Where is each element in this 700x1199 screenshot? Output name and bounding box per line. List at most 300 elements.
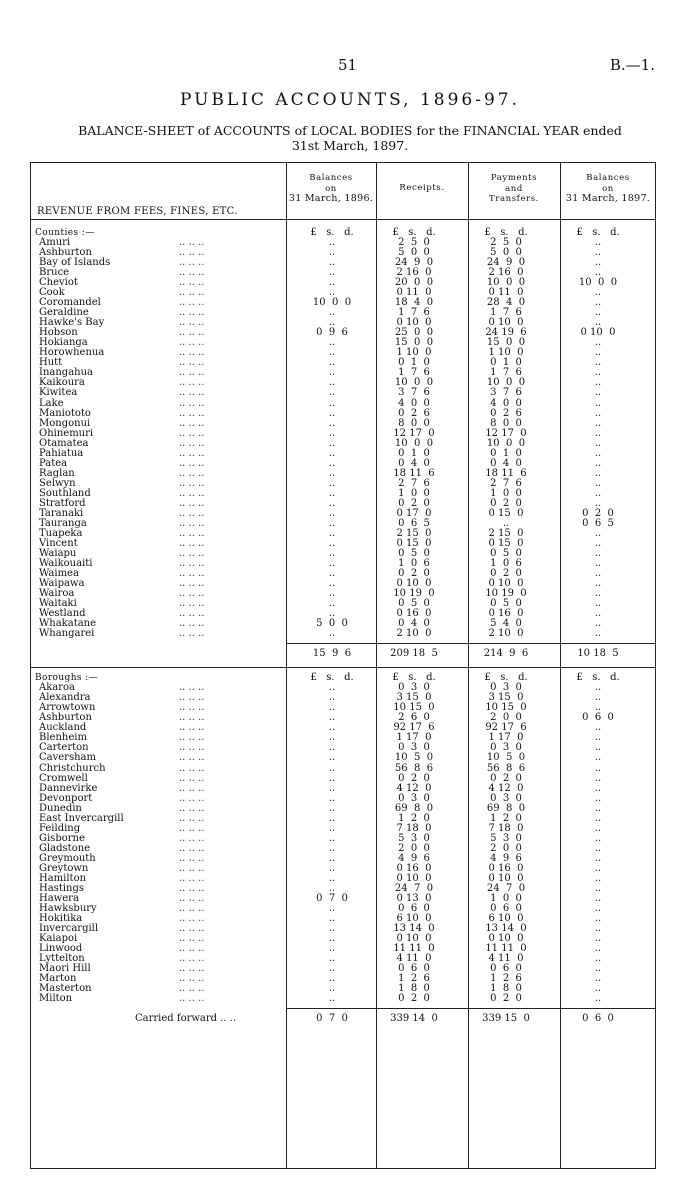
amount-cell: .. [594,742,602,754]
table-row [31,419,655,429]
amount-cell: 0 2 0 [398,497,430,509]
table-row [31,733,655,743]
local-body-name: Lyttelton [39,953,85,965]
table-row [31,753,655,763]
amount-cell: .. [328,578,336,590]
table-row [31,794,655,804]
amount-cell: 24 7 0 [486,882,526,894]
leader-dots: .. .. .. [179,762,205,774]
local-body-name: Linwood [39,943,83,955]
local-body-name: Cheviot [39,277,78,289]
amount-cell: .. [594,722,602,734]
amount-cell: 0 10 0 [396,317,432,329]
amount-cell: .. [328,267,336,279]
amount-cell: 1 10 0 [488,347,524,359]
amount-cell: 0 2 0 [398,568,430,580]
amount-cell: .. [594,702,602,714]
amount-cell: .. [594,993,602,1005]
local-body-name: Vincent [39,537,78,549]
amount-cell: .. [594,973,602,985]
amount-cell: 1 0 0 [490,892,522,904]
amount-cell: 0 6 0 [490,902,522,914]
currency-units: £ s. d. [484,227,528,238]
amount-cell: 24 19 6 [485,327,527,339]
amount-cell: .. [594,598,602,610]
leader-dots: .. .. .. [179,517,205,529]
amount-cell: .. [328,337,336,349]
table-row [31,984,655,994]
amount-cell: .. [328,772,336,784]
leader-dots: .. .. .. [179,237,205,249]
amount-cell: .. [328,598,336,610]
table-row [31,459,655,469]
table-row [31,964,655,974]
amount-cell: 0 10 0 [396,933,432,944]
local-body-name: Cromwell [39,772,88,784]
local-body-name: Whangarei [39,628,95,640]
amount-cell: 69 8 0 [394,802,434,814]
amount-cell: 5 0 0 [316,618,348,630]
amount-cell: .. [328,457,336,469]
amount-cell: .. [594,802,602,814]
total-rule [286,1008,655,1009]
amount-cell: 18 4 0 [394,297,434,309]
table-row [31,764,655,774]
amount-cell: .. [594,692,602,704]
amount-cell: 92 17 6 [393,722,435,734]
leader-dots: .. .. .. [179,963,205,975]
total-cell: 339 15 0 [482,1013,530,1025]
table-row [31,723,655,733]
amount-cell: 0 10 0 [396,578,432,590]
total-cell: 0 7 0 [316,1013,348,1025]
amount-cell: .. [328,608,336,620]
local-body-name: Bruce [39,267,70,279]
amount-cell: 1 10 0 [396,347,432,359]
local-body-name: Selwyn [39,477,76,489]
amount-cell: 0 3 0 [398,682,430,694]
amount-cell: 4 0 0 [490,397,522,409]
header-rule [31,219,655,220]
table-row [31,914,655,924]
local-body-name: Caversham [39,752,96,764]
leader-dots: .. .. .. [179,842,205,854]
table-row [31,834,655,844]
local-body-name: Christchurch [39,762,106,774]
amount-cell: .. [594,557,602,569]
section-heading: Counties :— [35,228,95,238]
amount-cell: 1 7 6 [490,307,522,319]
leader-dots: .. .. .. [179,417,205,429]
amount-cell: .. [594,568,602,580]
column-header-balances-1897: Balances on 31 March, 1897. [565,173,651,204]
amount-cell: 0 16 0 [488,608,524,620]
table-row [31,248,655,258]
local-body-name: Westland [39,608,86,620]
local-body-name: Otamatea [39,437,89,449]
leader-dots: .. .. .. [179,507,205,519]
table-row [31,619,655,629]
amount-cell: 0 10 0 [580,327,616,339]
local-body-name: Pahiatua [39,447,84,459]
table-row [31,328,655,338]
amount-cell: .. [328,537,336,549]
table-row [31,629,655,639]
amount-cell: 0 4 0 [398,457,430,469]
carried-forward-label: Carried forward .. .. [135,1013,237,1025]
amount-cell: 0 10 0 [396,872,432,884]
amount-cell: 0 2 6 [490,407,522,419]
amount-cell: 2 7 6 [490,477,522,489]
local-body-name: Lake [39,397,64,409]
amount-cell: .. [594,682,602,694]
table-row [31,439,655,449]
local-body-name: Geraldine [39,307,89,319]
amount-cell: .. [594,357,602,369]
table-row [31,774,655,784]
column-header-receipts: Receipts. [399,183,445,193]
amount-cell: 12 17 0 [485,427,527,439]
local-body-name: Carterton [39,742,89,754]
amount-cell: 0 1 0 [490,357,522,369]
local-body-name: Coromandel [39,297,101,309]
amount-cell: .. [328,902,336,914]
leader-dots: .. .. .. [179,902,205,914]
local-body-name: Amuri [39,237,71,249]
table-row [31,479,655,489]
amount-cell: 1 0 0 [490,487,522,499]
amount-cell: .. [328,872,336,884]
amount-cell: 1 7 6 [398,367,430,379]
local-body-name: Blenheim [39,732,87,744]
amount-cell: .. [328,257,336,269]
document-code: B.—1. [609,56,655,74]
amount-cell: 3 15 0 [488,692,524,704]
amount-cell: .. [594,407,602,419]
amount-cell: 10 15 0 [393,702,435,714]
amount-cell: 25 0 0 [394,327,434,339]
local-body-name: Whakatane [39,618,97,630]
amount-cell: .. [328,527,336,539]
local-body-name: Horowhenua [39,347,105,359]
amount-cell: .. [594,257,602,269]
amount-cell: 0 5 0 [490,598,522,610]
table-row [31,743,655,753]
subtitle-line-1: BALANCE-SHEET of ACCOUNTS of LOCAL BODIES for the FINANCIAL YEAR ended [78,123,622,138]
amount-cell: .. [328,963,336,975]
amount-cell: .. [328,357,336,369]
leader-dots: .. .. .. [179,457,205,469]
amount-cell: .. [594,922,602,934]
amount-cell: .. [594,732,602,744]
amount-cell: .. [328,307,336,319]
amount-cell: .. [328,317,336,329]
currency-units: £ s. d. [310,227,354,238]
amount-cell: 20 0 0 [394,277,434,289]
leader-dots: .. .. .. [179,742,205,754]
amount-cell: 0 4 0 [490,457,522,469]
table-row [31,368,655,378]
amount-cell: .. [328,497,336,509]
amount-cell: .. [594,337,602,349]
table-row [31,348,655,358]
amount-cell: 0 15 0 [488,537,524,549]
leader-dots: .. .. .. [179,752,205,764]
amount-cell: 0 2 6 [398,407,430,419]
amount-cell: .. [328,568,336,580]
local-body-name: Hutt [39,357,63,369]
amount-cell: 2 16 0 [396,267,432,279]
table-row [31,539,655,549]
table-row [31,924,655,934]
amount-cell: .. [328,427,336,439]
leader-dots: .. .. .. [179,247,205,259]
amount-cell: 18 11 6 [485,467,527,479]
table-row [31,874,655,884]
amount-cell: 5 0 0 [398,247,430,259]
leader-dots: .. .. .. [179,537,205,549]
amount-cell: .. [328,792,336,804]
leader-dots: .. .. .. [179,933,205,944]
table-row [31,569,655,579]
table-row [31,519,655,529]
local-body-name: Mongonui [39,417,91,429]
amount-cell: 0 4 0 [398,618,430,630]
local-body-name: East Invercargill [39,812,124,824]
amount-cell: .. [328,752,336,764]
local-body-name: Tuapeka [39,527,83,539]
amount-cell: .. [328,832,336,844]
amount-cell: .. [328,237,336,249]
table-row [31,944,655,954]
leader-dots: .. .. .. [179,598,205,610]
amount-cell: .. [328,447,336,459]
balance-sheet-table [30,162,656,1169]
amount-cell: .. [328,367,336,379]
amount-cell: 12 17 0 [393,427,435,439]
amount-cell: .. [328,517,336,529]
amount-cell: .. [328,682,336,694]
amount-cell: .. [594,608,602,620]
amount-cell: 1 8 0 [398,983,430,995]
table-row [31,934,655,944]
amount-cell: 10 0 0 [486,277,526,289]
amount-cell: .. [594,588,602,600]
local-body-name: Hobson [39,327,78,339]
amount-cell: 6 10 0 [396,912,432,924]
table-row [31,449,655,459]
table-row [31,509,655,519]
leader-dots: .. .. .. [179,277,205,289]
amount-cell: 0 1 0 [398,447,430,459]
total-cell: 0 6 0 [582,1013,614,1025]
amount-cell: .. [594,953,602,965]
amount-cell: 2 15 0 [396,527,432,539]
table-row [31,974,655,984]
local-body-name: Alexandra [39,692,91,704]
amount-cell: .. [328,557,336,569]
leader-dots: .. .. .. [179,882,205,894]
amount-cell: .. [328,973,336,985]
leader-dots: .. .. .. [179,437,205,449]
amount-cell: 1 2 6 [398,973,430,985]
leader-dots: .. .. .. [179,973,205,985]
amount-cell: 0 6 0 [490,963,522,975]
table-row [31,429,655,439]
amount-cell: 0 9 6 [316,327,348,339]
leader-dots: .. .. .. [179,447,205,459]
amount-cell: .. [594,963,602,975]
local-body-name: Maniototo [39,407,91,419]
leader-dots: .. .. .. [179,692,205,704]
amount-cell: .. [594,762,602,774]
amount-cell: 0 16 0 [396,608,432,620]
amount-cell: 2 5 0 [398,237,430,249]
table-row [31,409,655,419]
table-row [31,579,655,589]
local-body-name: Southland [39,487,91,499]
amount-cell: 4 12 0 [488,782,524,794]
amount-cell: 10 0 0 [312,297,352,309]
amount-cell: .. [328,983,336,995]
local-body-name: Inangahua [39,367,93,379]
local-body-name: Feilding [39,822,81,834]
amount-cell: 2 16 0 [488,267,524,279]
amount-cell: 0 10 0 [488,317,524,329]
amount-cell: .. [328,588,336,600]
leader-dots: .. .. .. [179,953,205,965]
amount-cell: .. [594,782,602,794]
local-body-name: Wairoa [39,588,75,600]
table-row [31,388,655,398]
amount-cell: .. [594,892,602,904]
local-body-name: Kaikoura [39,377,85,389]
amount-cell: 4 11 0 [396,953,432,965]
amount-cell: .. [328,397,336,409]
local-body-name: Auckland [39,722,87,734]
amount-cell: 5 3 0 [490,832,522,844]
amount-cell: .. [594,628,602,640]
amount-cell: .. [594,377,602,389]
amount-cell: 2 10 0 [488,628,524,640]
amount-cell: .. [328,377,336,389]
amount-cell: 92 17 6 [485,722,527,734]
amount-cell: .. [328,628,336,640]
leader-dots: .. .. .. [179,377,205,389]
leader-dots: .. .. .. [179,628,205,640]
leader-dots: .. .. .. [179,712,205,724]
amount-cell: 15 0 0 [394,337,434,349]
leader-dots: .. .. .. [179,497,205,509]
table-row [31,549,655,559]
local-body-name: Hawera [39,892,79,904]
table-row [31,954,655,964]
amount-cell: .. [594,367,602,379]
amount-cell: 0 6 0 [398,902,430,914]
total-rule [286,643,655,644]
amount-cell: 2 7 6 [398,477,430,489]
amount-cell: 0 1 0 [398,357,430,369]
local-body-name: Stratford [39,497,86,509]
amount-cell: .. [328,782,336,794]
amount-cell: .. [594,387,602,399]
leader-dots: .. .. .. [179,407,205,419]
local-body-name: Kaiapoi [39,933,78,944]
amount-cell: .. [594,792,602,804]
amount-cell: 10 0 0 [394,377,434,389]
table-row [31,469,655,479]
amount-cell: 7 18 0 [488,822,524,834]
amount-cell: .. [594,457,602,469]
amount-cell: .. [594,527,602,539]
local-body-name: Hamilton [39,872,87,884]
amount-cell: .. [328,437,336,449]
table-row [31,298,655,308]
total-cell: 10 18 5 [577,648,619,660]
currency-units: £ s. d. [484,672,528,684]
currency-units: £ s. d. [576,672,620,684]
local-body-name: Gisborne [39,832,85,844]
amount-cell: 0 3 0 [398,792,430,804]
leader-dots: .. .. .. [179,547,205,559]
amount-cell: 0 2 0 [582,507,614,519]
amount-cell: 0 6 5 [582,517,614,529]
amount-cell: .. [328,277,336,289]
amount-cell: 3 15 0 [396,692,432,704]
leader-dots: .. .. .. [179,257,205,269]
leader-dots: .. .. .. [179,307,205,319]
leader-dots: .. .. .. [179,397,205,409]
amount-cell: .. [328,993,336,1005]
local-body-name: Akaroa [39,682,76,694]
local-body-name: Ohinemuri [39,427,94,439]
amount-cell: .. [328,387,336,399]
table-row [31,489,655,499]
local-body-name: Ashburton [39,247,92,259]
page-number: 51 [338,56,358,74]
amount-cell: .. [594,882,602,894]
amount-cell: 4 9 6 [490,852,522,864]
amount-cell: 0 5 0 [398,547,430,559]
amount-cell: .. [328,247,336,259]
amount-cell: .. [328,407,336,419]
amount-cell: 8 0 0 [490,417,522,429]
local-body-name: Dannevirke [39,782,98,794]
local-body-name: Maori Hill [39,963,91,975]
amount-cell: .. [328,477,336,489]
amount-cell: 10 19 0 [485,588,527,600]
table-row [31,804,655,814]
amount-cell: .. [328,943,336,955]
amount-cell: .. [594,578,602,590]
leader-dots: .. .. .. [179,297,205,309]
table-row [31,814,655,824]
amount-cell: .. [328,702,336,714]
leader-dots: .. .. .. [179,852,205,864]
leader-dots: .. .. .. [179,568,205,580]
amount-cell: 0 2 0 [490,497,522,509]
amount-cell: .. [594,437,602,449]
amount-cell: 24 9 0 [394,257,434,269]
amount-cell: .. [328,742,336,754]
total-cell: 15 9 6 [312,648,352,660]
table-row [31,268,655,278]
table-row [31,904,655,914]
table-row [31,399,655,409]
table-row [31,589,655,599]
amount-cell: .. [594,933,602,944]
amount-cell: 10 0 0 [486,437,526,449]
